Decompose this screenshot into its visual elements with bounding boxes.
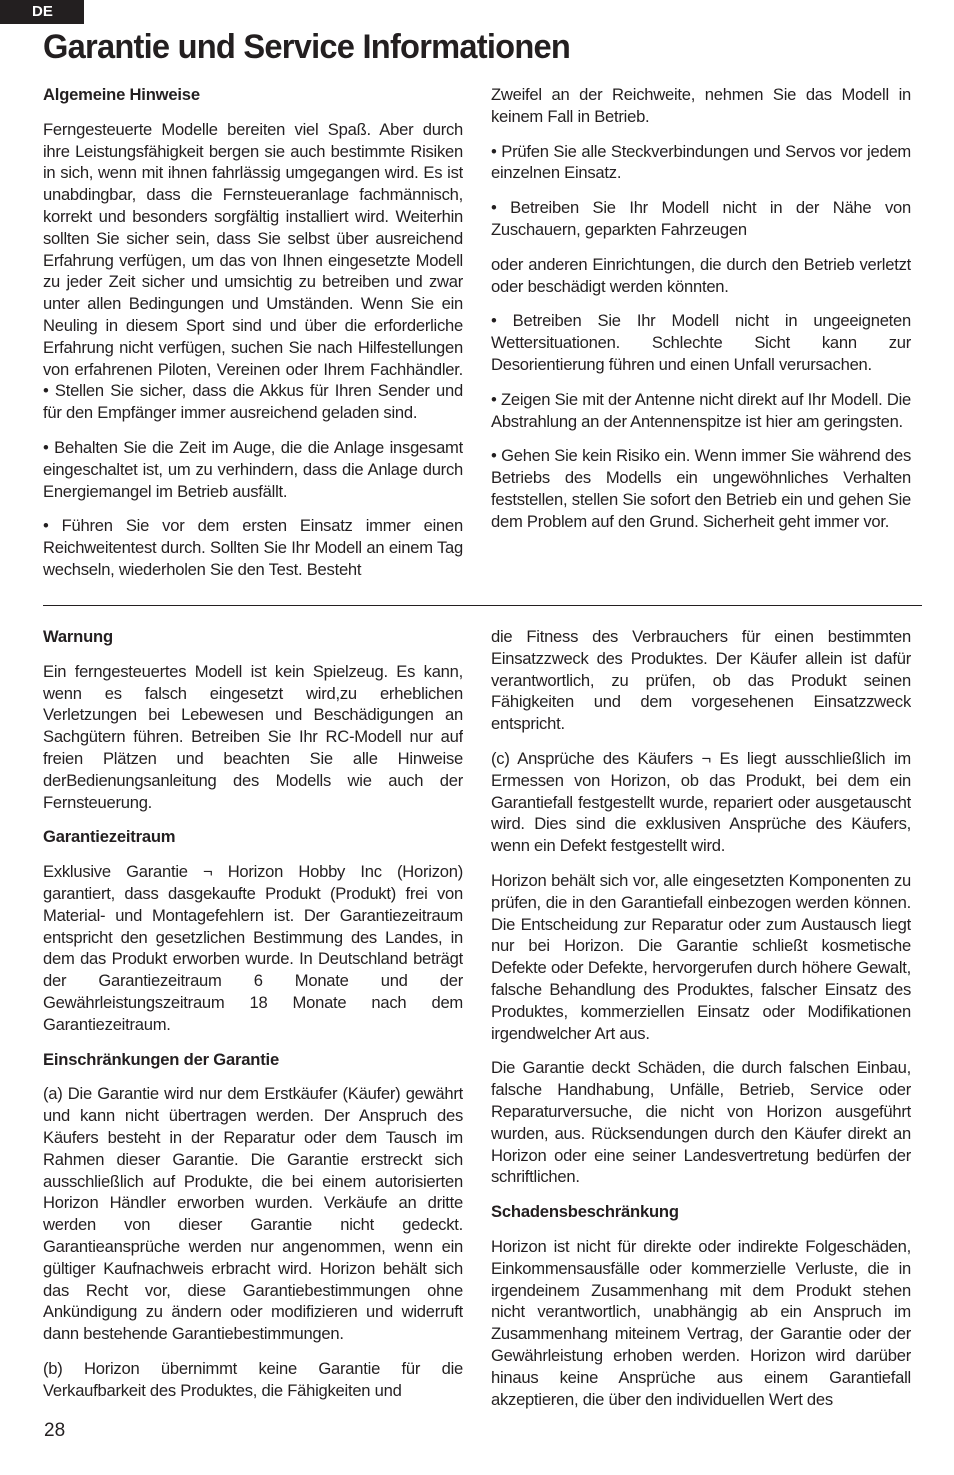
paragraph: • Betreiben Sie Ihr Modell nicht in der Nähe von Zuschauern, geparkten Fahrzeugen xyxy=(491,198,911,239)
paragraph: Zweifel an der Reichweite, nehmen Sie das Modell in keinem Fall in Betrieb. xyxy=(491,85,911,126)
paragraph: Ein ferngesteuertes Modell ist kein Spielzeug. Es kann, wenn es falsch eingesetzt wird,zu erheblichen Verletzungen bei Lebewesen und Beschädigungen an Sachgütern führen. Betreiben Sie Ihr RC-Modell nur auf freien Plätzen und beachten Sie alle Hinweise derBedienungsanleitung des Modells wie auch der Fernsteuerung. xyxy=(43,661,463,812)
paragraph: Exklusive Garantie ¬ Horizon Hobby Inc (Horizon) garantiert, dass dasgekaufte Produkt (Produkt) frei von Material- und Montagefehlern ist. Der Garantiezeitraum entspricht den gesetzlichen Bestimmung des Landes, in dem das Produkt erworben wurde. In Deutschland beträgt der Garantiezeitraum 6 Monate und der Gewährleistungszeitraum 18 Monate nach dem Garantiezeitraum. xyxy=(43,862,463,1034)
paragraph: (a) Die Garantie wird nur dem Erstkäufer (Käufer) gewährt und kann nicht übertragen werden. Der Anspruch des Käufers besteht in der Reparatur oder dem Tausch im Rahmen dieser Garantie. Die Garantie erstreckt sich ausschließlich auf Produkte, die bei einem autorisierten Horizon Händler erworben wurden. Verkäufe an dritte werden von dieser Garantie nicht gedeckt. Garantieansprüche werden nur angenommen, wenn ein gültiger Kaufnachweis erbracht wird. Horizon behält sich das Recht vor, diese Garantiebestimmungen ohne Ankündigung zu ändern oder modifizieren und widerruft dann bestehende Garantiebestimmungen. xyxy=(43,1084,463,1344)
paragraph: Die Garantie deckt Schäden, die durch falschen Einbau, falsche Handhabung, Unfälle, Betrieb, Service oder Reparaturversuche, die nicht von Horizon ausgeführt wurden, aus. Rücksendungen durch den Käufer direkt an Horizon oder eine seiner Landesvertretung bedürfen der schriftlichen. xyxy=(491,1058,911,1187)
paragraph: • Prüfen Sie alle Steckverbindungen und Servos vor jedem einzelnen Einsatz. xyxy=(491,141,911,183)
section-heading: Schadensbeschränkung xyxy=(491,1202,679,1222)
paragraph: die Fitness des Verbrauchers für einen bestimmten Einsatzzweck des Produktes. Der Käufer allein ist dafür verantwortlich, zu prüfen, ob das Produkt seinen Fähigkeiten und dem vorgesehenen Einsatzzweck entspricht. xyxy=(491,627,911,734)
paragraph: (c) Ansprüche des Käufers ¬ Es liegt ausschließlich im Ermessen von Horizon, ob das Produkt, bei dem ein Garantiefall festgestellt wurde, repariert oder ausgetauscht wird. Dies sind die exklusiven Ansprüche des Käufers, wenn ein Defekt festgestellt wird. xyxy=(491,748,911,856)
general-notes-section xyxy=(43,84,911,594)
right-column xyxy=(491,626,911,1416)
section-heading: Algemeine Hinweise xyxy=(43,85,200,104)
language-tab: DE xyxy=(0,0,84,24)
paragraph: • Führen Sie vor dem ersten Einsatz immer einen Reichweitentest durch. Sollten Sie Ihr Modell an einem Tag wechseln, wiederholen Sie den Test. Besteht xyxy=(43,516,463,579)
section-heading: Einschränkungen der Garantie xyxy=(43,1049,279,1069)
paragraph: Horizon behält sich vor, alle eingesetzten Komponenten zu prüfen, die in den Garantiefall einbezogen werden können. Die Entscheidung zur Reparatur oder zum Austausch liegt nur bei Horizon. Die Garantie schließt kosmetische Defekte oder Defekte, hervorgerufen durch höhere Gewalt, falsche Behandlung des Produktes, falscher Einsatz des Produktes, kommerziellen Einsatz oder Modifikationen irgendwelcher Art aus. xyxy=(491,870,911,1043)
paragraph: • Zeigen Sie mit der Antenne nicht direkt auf Ihr Modell. Die Abstrahlung an der Antennenspitze ist hier am geringsten. xyxy=(491,389,911,431)
right-column xyxy=(491,84,911,594)
section-heading: Garantiezeitraum xyxy=(43,827,176,847)
page-number: 28 xyxy=(44,1420,66,1441)
paragraph: • Betreiben Sie Ihr Modell nicht in ungeeigneten Wettersituationen. Schlechte Sicht kann zur Desorientierung führen und einen Unfall verursachen. xyxy=(491,311,911,374)
left-column xyxy=(43,84,463,594)
paragraph: (b) Horizon übernimmt keine Garantie für die Verkaufbarkeit des Produktes, die Fähigkeiten und xyxy=(43,1358,463,1400)
left-column xyxy=(43,626,463,1416)
section-divider xyxy=(43,605,922,606)
paragraph: • Gehen Sie kein Risiko ein. Wenn immer Sie während des Betriebs des Modells ein ungewöhnliches Verhalten feststellen, stellen Sie sofort den Betrieb ein und gehen Sie dem Problem auf den Grund. Sicherheit geht immer vor. xyxy=(491,446,911,531)
paragraph: • Behalten Sie die Zeit im Auge, die die Anlage insgesamt eingeschaltet ist, um zu verhindern, dass die Anlage durch Energiemangel im Betrieb ausfällt. xyxy=(43,437,463,501)
paragraph: Horizon ist nicht für direkte oder indirekte Folgeschäden, Einkommensausfälle oder kommerzielle Verluste, die in irgendeinem Zusammenhang mit dem Produkt stehen nicht verantwortlich, unabhängig ab ein Anspruch im Zusammenhang miteinem Vertrag, der Garantie oder der Gewährleistung erhoben werden. Horizon wird darüber hinaus keine Ansprüche aus einem Garantiefall akzeptieren, die über den individuellen Wert des xyxy=(491,1236,911,1409)
paragraph: oder anderen Einrichtungen, die durch den Betrieb verletzt oder beschädigt werden könnten. xyxy=(491,254,911,296)
page-title: Garantie und Service Informationen xyxy=(43,28,571,66)
paragraph: Ferngesteuerte Modelle bereiten viel Spaß. Aber durch ihre Leistungsfähigkeit bergen sie auch bestimmte Risiken in sich, wenn mit ihnen fahrlässig umgegangen wird. Es ist unabdingbar, dass die Fernsteueranlage fachmännisch, korrekt und besonders sorgfältig installiert wird. Weiterhin sollten Sie sicher sein, dass Sie selbst über ausreichend Erfahrung verfügen, um das von Ihnen eingesetzte Modell zu jeder Zeit sicher und umsichtig zu betreiben und zwar unter allen Bedingungen und Umständen. Wenn Sie ein Neuling in diesem Sport sind und über die erforderliche Erfahrung nicht verfügen, suchen Sie nach Hilfestellungen von erfahrenen Piloten, Vereinen oder Ihrem Fachhändler. • Stellen Sie sicher, dass die Akkus für Ihren Sender und für den Empfänger immer ausreichend geladen sind. xyxy=(43,119,463,423)
warranty-section xyxy=(43,626,911,1416)
section-heading: Warnung xyxy=(43,627,113,646)
